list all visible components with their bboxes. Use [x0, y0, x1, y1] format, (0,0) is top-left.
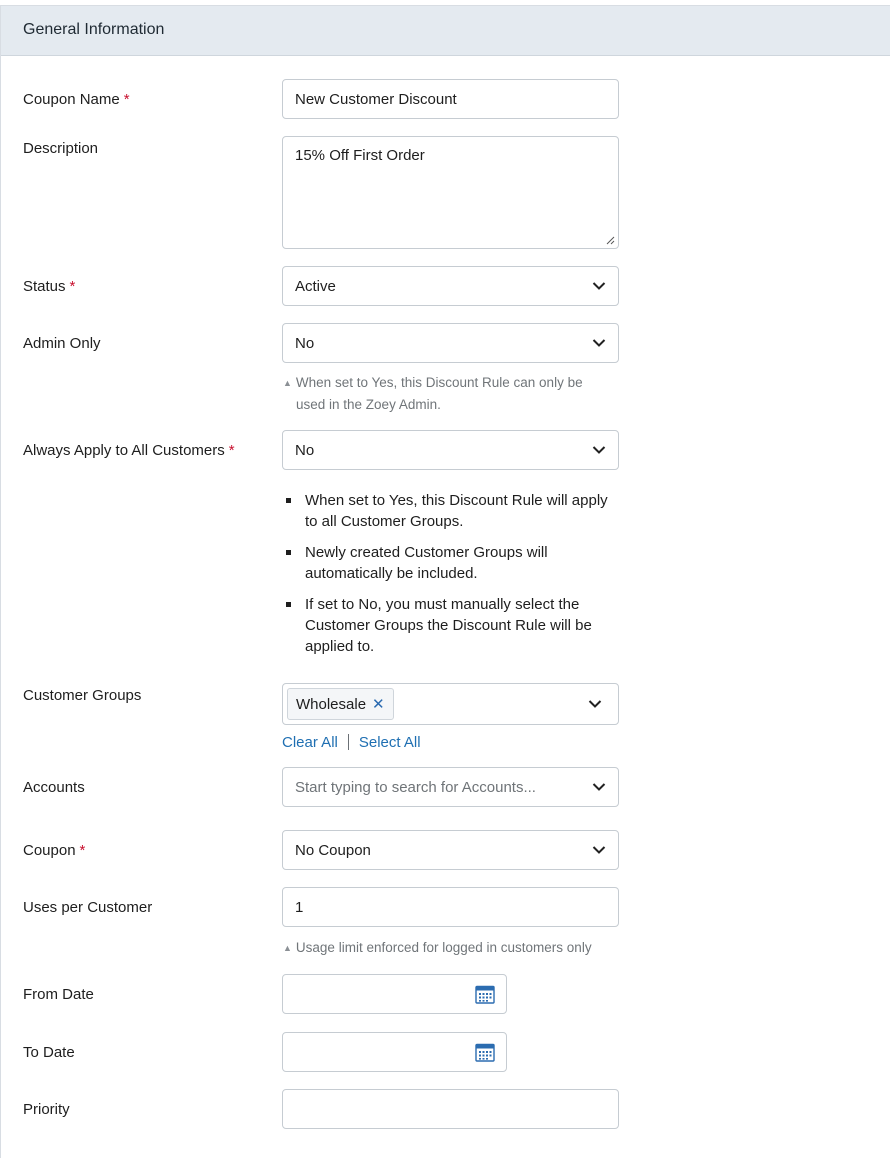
resize-handle-icon[interactable] — [605, 235, 615, 245]
admin-only-label: Admin Only — [23, 335, 101, 352]
tag-label: Wholesale — [296, 695, 367, 713]
to-date-label: To Date — [23, 1044, 75, 1061]
always-apply-notes — [286, 490, 626, 667]
from-date-label: From Date — [23, 986, 94, 1003]
triangle-up-icon: ▲ — [283, 943, 292, 953]
chevron-down-icon — [592, 445, 606, 455]
chevron-down-icon — [592, 338, 606, 348]
select-all-link[interactable]: Select All — [358, 734, 421, 751]
uses-per-customer-label: Uses per Customer — [23, 899, 153, 916]
triangle-up-icon: ▲ — [283, 378, 292, 388]
coupon-name-value: New Customer Discount — [295, 91, 457, 108]
required-mark: * — [228, 442, 235, 459]
accounts-search-select[interactable] — [282, 767, 619, 807]
chevron-down-icon — [592, 782, 606, 792]
list-item: Newly created Customer Groups will automatically be included. — [286, 542, 576, 584]
required-mark: * — [69, 278, 76, 295]
priority-input[interactable] — [282, 1089, 619, 1129]
clear-all-link[interactable]: Clear All — [282, 734, 338, 751]
accounts-placeholder: Start typing to search for Accounts... — [295, 779, 536, 796]
close-icon[interactable]: ✕ — [372, 696, 385, 713]
customer-group-tag — [287, 688, 394, 720]
calendar-icon[interactable] — [475, 985, 495, 1004]
panel-title: General Information — [23, 21, 165, 38]
uses-per-customer-input[interactable] — [282, 887, 619, 927]
status-select[interactable] — [282, 266, 619, 306]
admin-only-hint: ▲ When set to Yes, this Discount Rule can only be used in the Zoey Admin. — [283, 375, 583, 412]
accounts-label: Accounts — [23, 779, 85, 796]
status-label: Status * — [23, 278, 76, 295]
description-label: Description — [23, 140, 99, 157]
chevron-down-icon — [592, 845, 606, 855]
admin-only-select[interactable] — [282, 323, 619, 363]
coupon-select[interactable] — [282, 830, 619, 870]
customer-groups-label: Customer Groups — [23, 687, 142, 704]
to-date-input[interactable] — [282, 1032, 507, 1072]
status-value: Active — [295, 278, 336, 295]
divider — [348, 734, 349, 750]
list-item: When set to Yes, this Discount Rule will apply to all Customer Groups. — [286, 490, 616, 532]
uses-per-customer-value: 1 — [295, 899, 304, 916]
calendar-icon[interactable] — [475, 1043, 495, 1062]
priority-label: Priority — [23, 1101, 70, 1118]
coupon-value: No Coupon — [295, 842, 371, 859]
required-mark: * — [79, 842, 86, 859]
customer-groups-actions — [282, 734, 421, 751]
coupon-label: Coupon * — [23, 842, 86, 859]
chevron-down-icon — [592, 281, 606, 291]
description-textarea[interactable] — [282, 136, 619, 249]
panel-header[interactable] — [1, 6, 890, 56]
always-apply-select[interactable] — [282, 430, 619, 470]
from-date-input[interactable] — [282, 974, 507, 1014]
coupon-name-input[interactable] — [282, 79, 619, 119]
chevron-down-icon[interactable] — [588, 699, 602, 709]
required-mark: * — [123, 91, 130, 108]
always-apply-label: Always Apply to All Customers * — [23, 442, 235, 459]
coupon-name-label: Coupon Name * — [23, 91, 130, 108]
uses-per-customer-hint: ▲ Usage limit enforced for logged in customers only — [283, 940, 592, 955]
admin-only-value: No — [295, 335, 315, 352]
description-value: 15% Off First Order — [295, 147, 425, 164]
list-item: If set to No, you must manually select the Customer Groups the Discount Rule will be applied to. — [286, 594, 606, 657]
always-apply-value: No — [295, 442, 315, 459]
customer-groups-multiselect[interactable] — [282, 683, 619, 725]
